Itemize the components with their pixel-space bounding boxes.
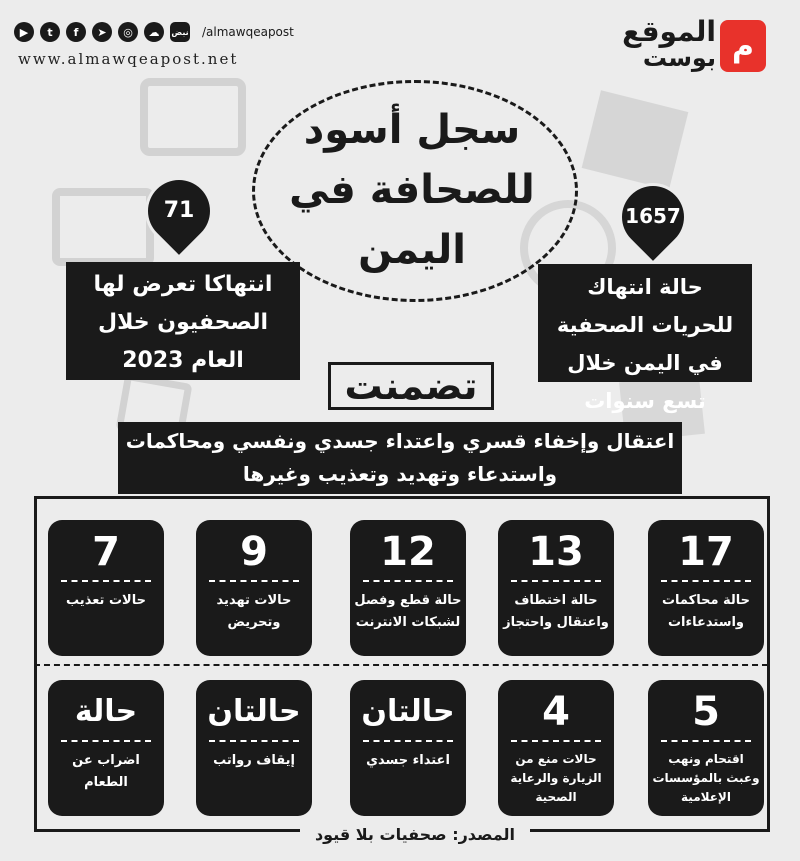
card-raids	[648, 680, 764, 816]
cards-divider	[34, 664, 768, 666]
card-label: حالات تهديد وتحريض	[216, 593, 292, 630]
card-threats	[196, 520, 312, 656]
card-separator	[61, 740, 151, 742]
right-stat-value: 1657	[625, 204, 681, 228]
card-hunger-strike	[48, 680, 164, 816]
card-number: حالة	[74, 694, 138, 729]
card-number: 17	[678, 529, 734, 575]
logo-line-2: بوست	[642, 44, 716, 72]
brand-logo-text	[548, 15, 716, 72]
youtube-icon[interactable]: ▶	[14, 22, 34, 42]
card-separator	[511, 580, 601, 582]
card-separator	[363, 740, 453, 742]
card-separator	[61, 580, 151, 582]
logo-line-1: الموقع	[622, 15, 716, 48]
card-label: حالة قطع وفصل لشبكات الانترنت	[354, 593, 462, 630]
card-label: حالات منع من الزيارة والرعاية الصحية	[510, 752, 602, 804]
card-internet-cut	[350, 520, 466, 656]
card-number: 7	[92, 529, 120, 575]
left-stat-text: انتهاكا تعرض لها الصحفيون خلال العام 2023	[66, 262, 300, 380]
card-separator	[209, 580, 299, 582]
radio-icon	[140, 78, 246, 156]
card-separator	[661, 580, 751, 582]
brand-logo-mark: م	[720, 20, 766, 72]
card-separator	[511, 740, 601, 742]
instagram-icon[interactable]: ◎	[118, 22, 138, 42]
card-number: حالتان	[361, 694, 455, 729]
source-caption: المصدر: صحفيات بلا قيود	[300, 824, 530, 846]
left-stat-value: 71	[163, 198, 195, 223]
card-separator	[363, 580, 453, 582]
soundcloud-icon[interactable]: ☁	[144, 22, 164, 42]
social-bar	[14, 22, 294, 42]
card-visit-ban	[498, 680, 614, 816]
site-url: www.almawqeapost.net	[18, 50, 239, 68]
social-handle: /almawqeapost	[202, 25, 294, 39]
card-number: حالتان	[207, 694, 301, 729]
twitter-icon[interactable]: t	[40, 22, 60, 42]
card-torture	[48, 520, 164, 656]
page-title: سجل أسود للصحافة في اليمن	[289, 107, 535, 273]
card-number: 5	[692, 689, 720, 735]
card-label: اعتداء جسدي	[366, 753, 450, 768]
card-label: حالة اختطاف واعتقال واحتجاز	[503, 593, 609, 630]
nabd-icon[interactable]: نبض	[170, 22, 190, 42]
card-separator	[661, 740, 751, 742]
newspaper-icon	[582, 90, 689, 189]
card-separator	[209, 740, 299, 742]
includes-text: اعتقال وإخفاء قسري واعتداء جسدي ونفسي ومحاكمات واستدعاء وتهديد وتعذيب وغيرها	[118, 422, 682, 494]
card-assault	[350, 680, 466, 816]
card-number: 4	[542, 689, 570, 735]
card-label: اضراب عن الطعام	[72, 753, 140, 790]
card-label: حالة محاكمات واستدعاءات	[661, 593, 751, 630]
card-trials	[648, 520, 764, 656]
facebook-icon[interactable]: f	[66, 22, 86, 42]
card-number: 9	[240, 529, 268, 575]
card-salary-stop	[196, 680, 312, 816]
card-number: 12	[380, 529, 436, 575]
card-label: إيقاف رواتب	[213, 753, 295, 768]
includes-label: تضمنت	[328, 362, 494, 410]
card-label: اقتحام ونهب وعبث بالمؤسسات الإعلامية	[652, 752, 760, 804]
telegram-icon[interactable]: ➤	[92, 22, 112, 42]
card-number: 13	[528, 529, 584, 575]
card-label: حالات تعذيب	[66, 593, 146, 608]
right-stat-text: حالة انتهاك للحريات الصحفية في اليمن خلال تسع سنوات	[538, 264, 752, 382]
card-abductions	[498, 520, 614, 656]
